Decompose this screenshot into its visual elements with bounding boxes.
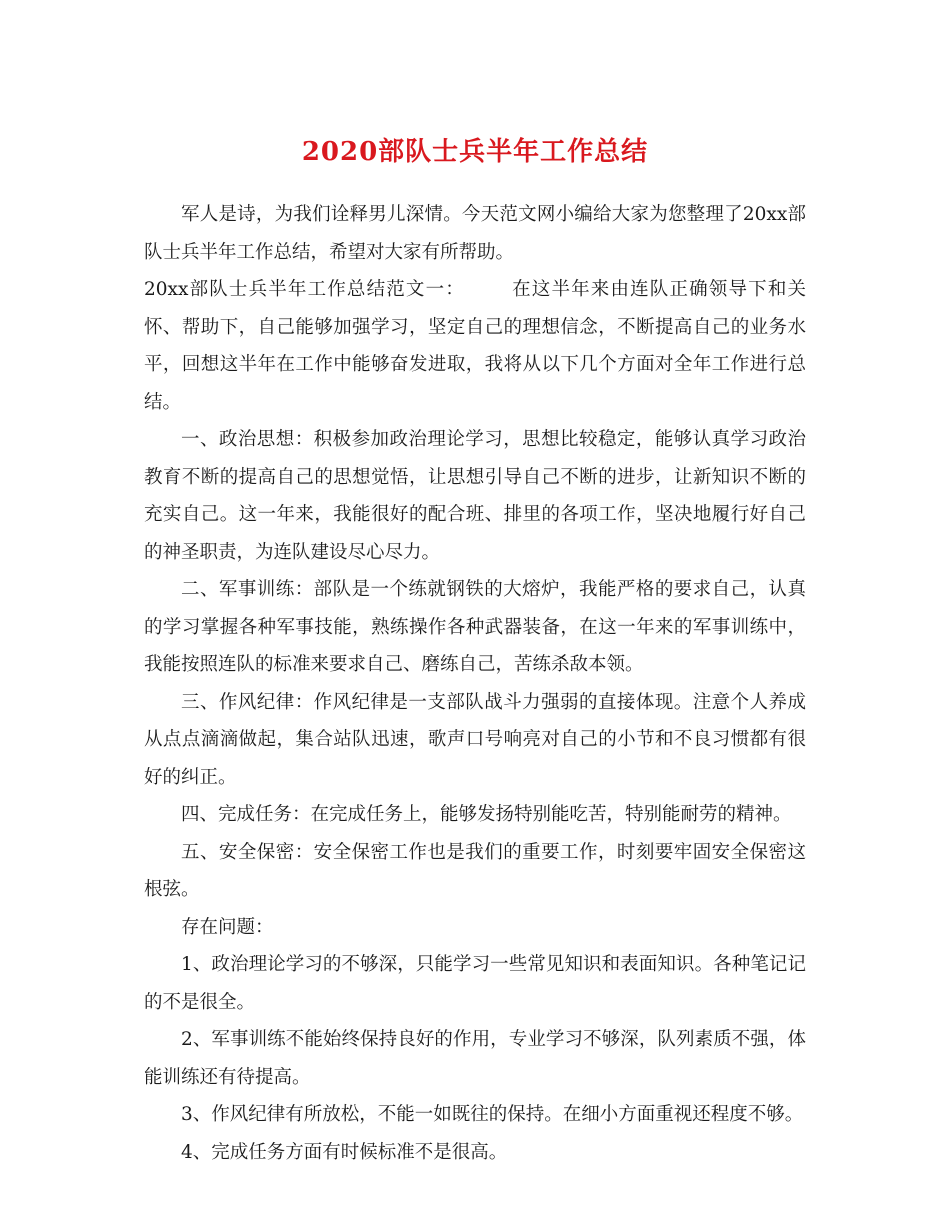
section-paragraph	[144, 271, 806, 421]
problem-paragraph: 4、完成任务方面有时候标准不是很高。	[181, 1141, 508, 1163]
document-title: 2020部队士兵半年工作总结	[301, 137, 649, 167]
point-paragraph: 二、军事训练：部队是一个练就钢铁的大熔炉，我能严格的要求自己，认真的学习掌握各种军事技能，熟练操作各种武器装备，在这一年来的军事训练中，我能按照连队的标准来要求自己、磨练自己，苦练杀敌本领。	[144, 579, 806, 675]
point-paragraph: 三、作风纪律：作风纪律是一支部队战斗力强弱的直接体现。注意个人养成从点点滴滴做起，集合站队迅速，歌声口号响亮对自己的小节和不良习惯都有很好的纠正。	[144, 691, 806, 788]
problem-paragraph: 2、军事训练不能始终保持良好的作用，专业学习不够深，队列素质不强，体能训练还有待提高。	[144, 1029, 806, 1088]
intro-paragraph: 军人是诗，为我们诠释男儿深情。今天范文网小编给大家为您整理了20xx部队士兵半年工作总结，希望对大家有所帮助。	[144, 204, 806, 263]
section-lead: 在这半年来由连队正确领导下和关怀、帮助下，自己能够加强学习，坚定自己的理想信念，不断提高自己的业务水平，回想这半年在工作中能够奋发进取，我将从以下几个方面对全年工作进行总结。	[144, 279, 806, 413]
problem-paragraph: 3、作风纪律有所放松，不能一如既往的保持。在细小方面重视还程度不够。	[181, 1104, 804, 1125]
problems-heading: 存在问题：	[181, 916, 274, 938]
point-paragraph: 一、政治思想：积极参加政治理论学习，思想比较稳定，能够认真学习政治教育不断的提高自己的思想觉悟，让思想引导自己不断的进步，让新知识不断的充实自己。这一年来，我能很好的配合班、排里的各项工作，坚决地履行好自己的神圣职责，为连队建设尽心尽力。	[144, 429, 806, 563]
document-body	[144, 196, 806, 1171]
point-paragraph: 四、完成任务：在完成任务上，能够发扬特别能吃苦，特别能耐劳的精神。	[181, 804, 792, 825]
point-paragraph: 五、安全保密：安全保密工作也是我们的重要工作，时刻要牢固安全保密这根弦。	[144, 841, 806, 900]
section-heading: 20xx部队士兵半年工作总结范文一：	[144, 279, 465, 300]
problem-paragraph: 1、政治理论学习的不够深，只能学习一些常见知识和表面知识。各种笔记记的不是很全。	[144, 954, 806, 1013]
